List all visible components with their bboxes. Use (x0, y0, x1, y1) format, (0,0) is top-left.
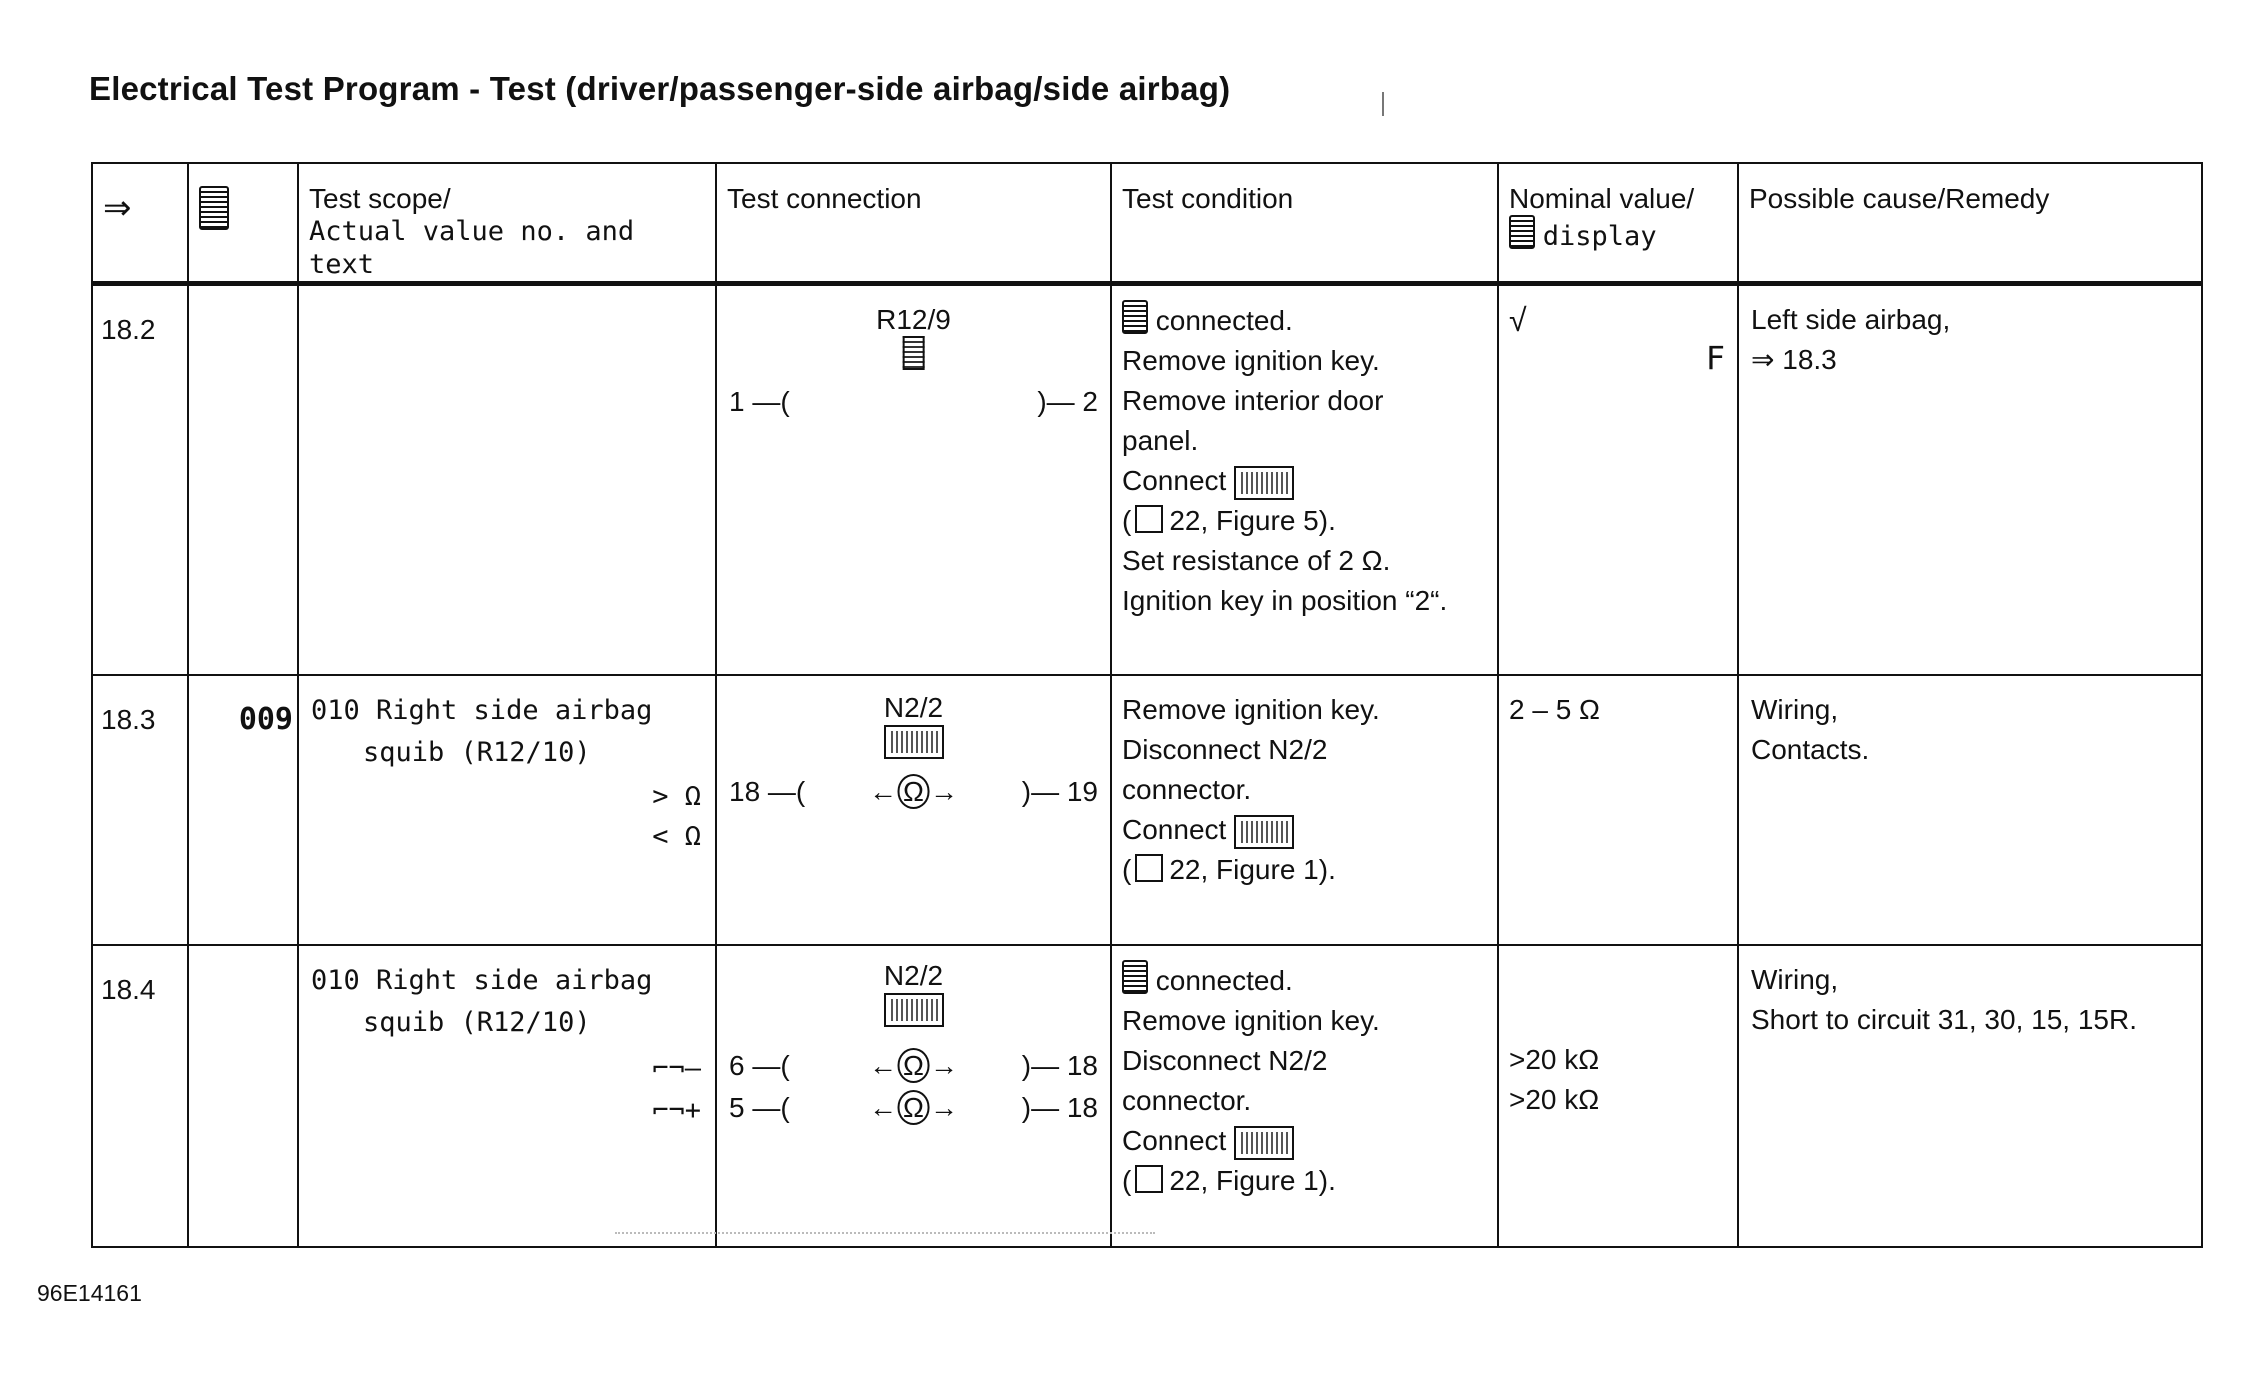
book-reference-icon (1135, 854, 1163, 882)
header-connection: Test connection (716, 163, 1111, 284)
ohmmeter-icon: ← Ω → (869, 1050, 958, 1081)
table-row (92, 945, 2202, 1247)
margin-mark (1382, 92, 1384, 116)
control-unit-icon (884, 993, 944, 1027)
pin-left: 1 —( (729, 386, 790, 417)
code-cell (188, 945, 298, 1247)
row-number: 18.2 (92, 284, 188, 676)
resistor-box-icon (1234, 815, 1294, 849)
nominal-cell (1498, 284, 1738, 676)
check-mark: √ (1509, 302, 1527, 338)
book-reference-icon (1135, 1165, 1163, 1193)
tester-icon (199, 186, 229, 230)
pin-right: )— 18 (1021, 1050, 1098, 1081)
test-table (91, 162, 2203, 1248)
code-cell (188, 284, 298, 676)
condition-cell: Remove ignition key. Disconnect N2/2 connector. Connect ( 22, Figure 1). (1111, 675, 1498, 945)
row-number: 18.3 (92, 675, 188, 945)
resistor-box-icon (1234, 1126, 1294, 1160)
table-row (92, 675, 2202, 945)
ohmmeter-icon: ← Ω → (869, 776, 958, 807)
cause-cell: Wiring, Contacts. (1738, 675, 2202, 945)
cause-cell: Left side airbag, ⇒ 18.3 (1738, 284, 2202, 676)
code-cell: 009 (188, 675, 298, 945)
component-icon (903, 336, 925, 370)
pin-left: 6 —( (729, 1050, 790, 1081)
header-scope: Test scope/ Actual value no. and text (298, 163, 716, 284)
tester-icon (1509, 215, 1535, 249)
header-row (92, 163, 2202, 284)
tester-icon (1122, 300, 1148, 334)
nominal-cell: >20 kΩ >20 kΩ (1498, 945, 1738, 1247)
pin-left: 18 —( (729, 776, 806, 807)
connection-cell: R12/9 1 —( )— 2 (716, 284, 1111, 676)
cause-cell: Wiring, Short to circuit 31, 30, 15, 15R. (1738, 945, 2202, 1247)
scope-cell (298, 284, 716, 676)
pin-right: )— 19 (1021, 776, 1098, 807)
condition-cell: connected. Remove ignition key. Disconnect N2/2 connector. Connect ( 22, Figure 1). (1111, 945, 1498, 1247)
control-unit-icon (884, 725, 944, 759)
fault-flag: F (1705, 339, 1725, 377)
page-title: Electrical Test Program - Test (driver/passenger-side airbag/side airbag) (89, 70, 1231, 107)
tester-icon (1122, 960, 1148, 994)
ohmmeter-icon: ← Ω → (869, 1092, 958, 1123)
header-condition: Test condition (1111, 163, 1498, 284)
scope-cell: 010 Right side airbag squib (R12/10) > Ω < Ω (298, 675, 716, 945)
row-number: 18.4 (92, 945, 188, 1247)
book-reference-icon (1135, 505, 1163, 533)
pin-right: )— 2 (1037, 386, 1098, 417)
scan-artifact (615, 1232, 1155, 1234)
header-cause: Possible cause/Remedy (1738, 163, 2202, 284)
header-arrow: ⇒ (92, 163, 188, 284)
document-id: 96E14161 (37, 1280, 142, 1306)
resistor-box-icon (1234, 466, 1294, 500)
condition-cell: connected. Remove ignition key. Remove interior door panel. Connect ( 22, Figure 5). Set resistance of 2 Ω. Ignition key in position “2“. (1111, 284, 1498, 676)
nominal-cell: 2 – 5 Ω (1498, 675, 1738, 945)
scope-cell: 010 Right side airbag squib (R12/10) ⌐¬– ⌐¬+ (298, 945, 716, 1247)
pin-left: 5 —( (729, 1092, 790, 1123)
connection-cell: N2/2 18 —( ← Ω → )— 19 (716, 675, 1111, 945)
header-nominal: Nominal value/ display (1498, 163, 1738, 284)
header-tester (188, 163, 298, 284)
connection-cell: N2/2 6 —( ← Ω → )— 18 5 —( ← Ω → )— 18 (716, 945, 1111, 1247)
table-row (92, 284, 2202, 676)
pin-right: )— 18 (1021, 1092, 1098, 1123)
